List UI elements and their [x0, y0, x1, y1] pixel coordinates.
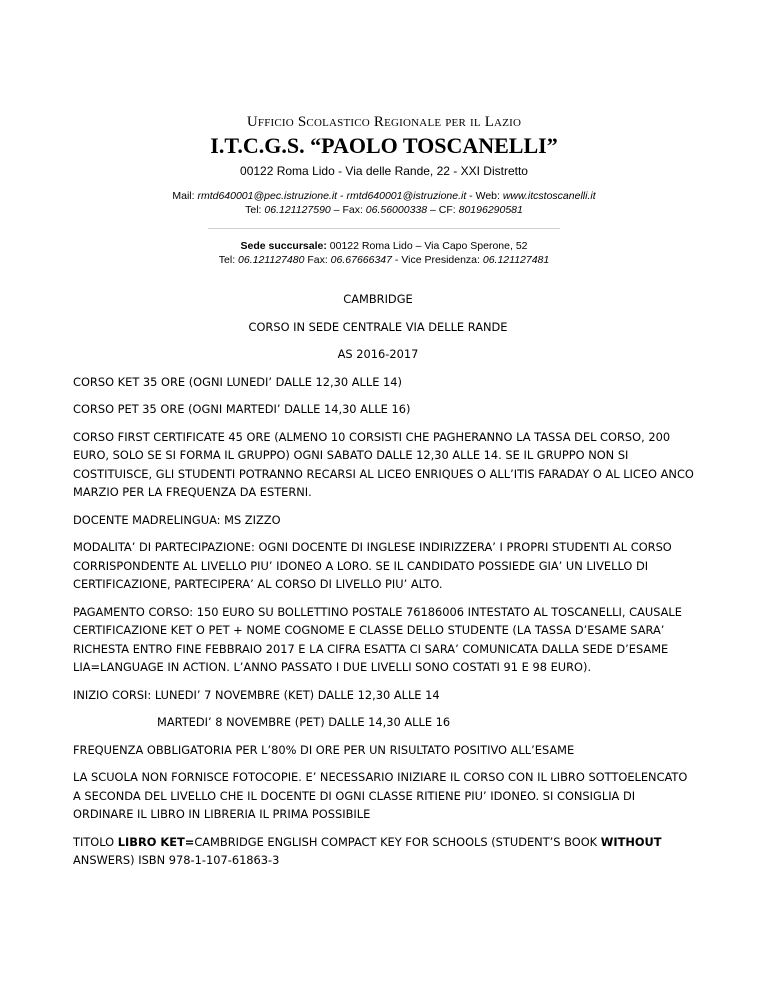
branch-fax: 06.67666347	[330, 254, 392, 266]
title-course-location: CORSO IN SEDE CENTRALE VIA DELLE RANDE	[248, 319, 508, 334]
title-school-year: AS 2016-2017	[337, 347, 419, 361]
course-start-ket: INIZIO CORSI: LUNEDI’ 7 NOVEMBRE (KET) DALLE 12,30 ALLE 14	[73, 687, 440, 702]
school-name: I.T.C.G.S. “PAOLO TOSCANELLI”	[210, 133, 558, 158]
branch-label: Sede succursale:	[240, 240, 327, 252]
paragraph-line: LA SCUOLA NON FORNISCE FOTOCOPIE. E’ NECESSARIO INIZIARE IL CORSO CON IL LIBRO SOTTOELENCATO	[73, 770, 688, 784]
paragraph-line: COSTITUISCE, GLI STUDENTI POTRANNO RECARSI AL LICEO ENRIQUES O ALL’ITIS FARADAY O AL LICEO ANCO	[73, 466, 694, 481]
letterhead	[0, 112, 768, 267]
separator: -	[337, 190, 347, 202]
paragraph-line: PAGAMENTO CORSO: 150 EURO SU BOLLETTINO POSTALE 76186006 INTESTATO AL TOSCANELLI, CAUSALE	[73, 604, 682, 619]
book-key-label: LIBRO KET=	[117, 834, 195, 849]
paragraph-line: A SECONDA DEL LIVELLO CHE IL DOCENTE DI OGNI CLASSE RITIENE PIU’ IDONEO. SI CONSIGLIA DI	[73, 788, 636, 803]
branch-info	[0, 239, 768, 267]
paragraph-line: ORDINARE IL LIBRO IN LIBRERIA IL PRIMA POSSIBILE	[73, 807, 371, 821]
pec-email: rmtd640001@pec.istruzione.it	[197, 190, 338, 202]
paragraph-line: CORRISPONDENTE AL LIVELLO PIU’ IDONEO A LORO. SE IL CANDIDATO POSSIEDE GIA’ UN LIVELLO DI	[73, 558, 649, 573]
website: www.itcstoscanelli.it	[502, 190, 596, 202]
attendance-requirement: FREQUENZA OBBLIGATORIA PER L’80% DI ORE PER UN RISULTATO POSITIVO ALL’ESAME	[73, 742, 575, 757]
vice-presidency-tel: 06.121127481	[482, 254, 550, 266]
vice-presidency-label: - Vice Presidenza:	[392, 254, 483, 266]
branch-tel-label: Tel:	[218, 254, 239, 266]
branch-fax-label: Fax:	[304, 254, 331, 266]
ket-course: CORSO KET 35 ORE (OGNI LUNEDI’ DALLE 12,30 ALLE 14)	[73, 374, 402, 389]
paragraph-line: LIA=LANGUAGE IN ACTION. L’ANNO PASSATO I DUE LIVELLI SONO COSTATI 91 E 98 EURO).	[73, 660, 592, 674]
web-label: - Web:	[466, 190, 503, 202]
email: rmtd640001@istruzione.it	[346, 190, 467, 202]
book-isbn-line: ANSWERS) ISBN 978-1-107-61863-3	[73, 853, 280, 867]
pet-course: CORSO PET 35 ORE (OGNI MARTEDI’ DALLE 14,30 ALLE 16)	[73, 402, 411, 416]
office-name: Ufficio Scolastico Regionale per il Lazio	[246, 114, 522, 130]
tel-number: 06.121127590	[264, 204, 331, 216]
paragraph-line: EURO, SOLO SE SI FORMA IL GRUPPO) OGNI SABATO DALLE 12,30 ALLE 14. SE IL GRUPPO NON SI	[73, 448, 629, 462]
first-certificate-paragraph	[73, 428, 703, 502]
fax-label: – Fax:	[330, 204, 366, 216]
fax-number: 06.56000338	[365, 204, 428, 216]
book-title-label: TITOLO	[73, 834, 118, 849]
cf-number: 80196290581	[458, 204, 523, 216]
school-address: 00122 Roma Lido - Via delle Rande, 22 - XXI Distretto	[240, 164, 528, 178]
book-without-word: WITHOUT	[600, 834, 662, 849]
payment-paragraph	[73, 603, 703, 677]
participation-paragraph	[73, 538, 703, 594]
branch-address: 00122 Roma Lido – Via Capo Sperone, 52	[326, 240, 528, 252]
book-title-text: CAMBRIDGE ENGLISH COMPACT KEY FOR SCHOOLS (STUDENT’S BOOK	[194, 834, 601, 849]
native-teacher: DOCENTE MADRELINGUA: MS ZIZZO	[73, 512, 281, 527]
tel-label: Tel:	[245, 204, 265, 216]
course-start-pet: MARTEDI’ 8 NOVEMBRE (PET) DALLE 14,30 ALLE 16	[157, 715, 451, 729]
mail-label: Mail:	[172, 190, 198, 202]
ket-book-title	[73, 833, 703, 870]
document-body	[73, 290, 703, 879]
paragraph-line: CERTIFICAZIONE KET O PET + NOME COGNOME E CLASSE DELLO STUDENTE (LA TASSA D’ESAME SARA’	[73, 623, 665, 637]
paragraph-line: MARZIO PER LA FREQUENZA DA ESTERNI.	[73, 485, 312, 499]
photocopies-paragraph	[73, 768, 703, 824]
paragraph-line: MODALITA’ DI PARTECIPAZIONE: OGNI DOCENTE DI INGLESE INDIRIZZERA’ I PROPRI STUDENTI AL CORSO	[73, 540, 672, 554]
title-cambridge: CAMBRIDGE	[343, 292, 413, 306]
header-divider	[208, 228, 560, 229]
paragraph-line: CERTIFICAZIONE, PARTECIPERA’ AL CORSO DI LIVELLO PIU’ ALTO.	[73, 577, 443, 591]
contacts-line	[0, 189, 768, 217]
branch-tel: 06.121127480	[238, 254, 305, 266]
cf-label: – CF:	[427, 204, 459, 216]
paragraph-line: CORSO FIRST CERTIFICATE 45 ORE (ALMENO 10 CORSISTI CHE PAGHERANNO LA TASSA DEL CORSO, 200	[73, 429, 671, 444]
paragraph-line: RICHESTA ENTRO FINE FEBBRAIO 2017 E LA CIFRA ESATTA CI SARA’ COMUNICATA DALLA SEDE D’ESAME	[73, 641, 669, 656]
